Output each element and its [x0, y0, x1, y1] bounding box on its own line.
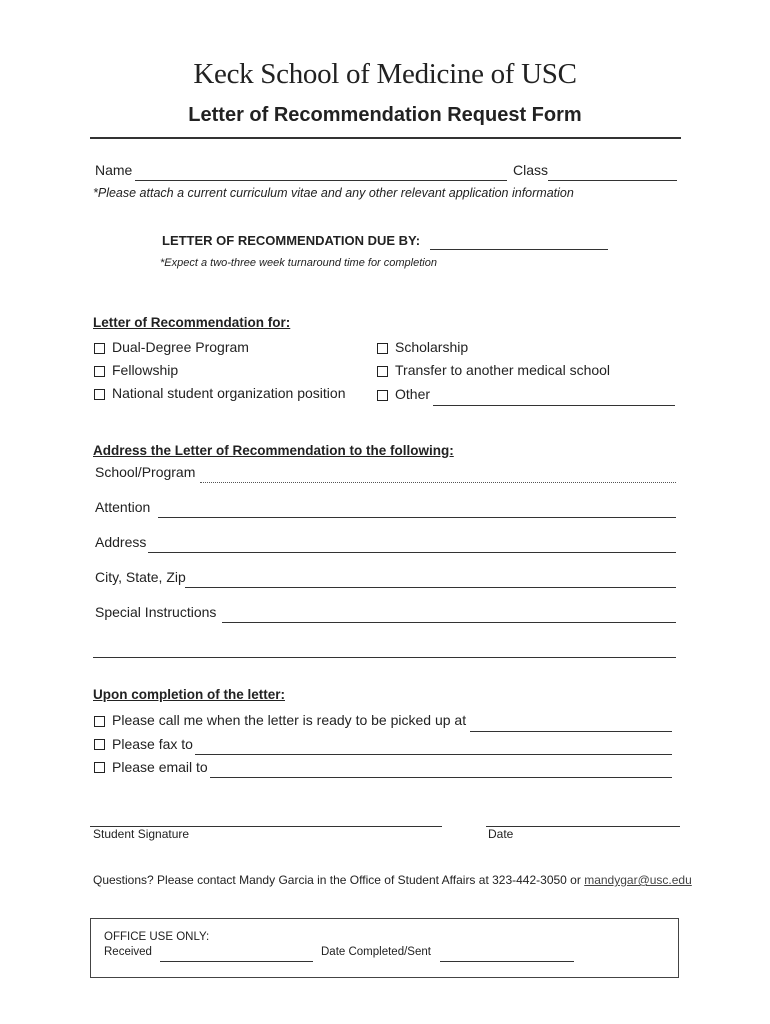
received-label: Received [104, 946, 152, 958]
title-divider [90, 137, 681, 139]
school-program-label: School/Program [95, 464, 196, 480]
attach-note: *Please attach a current curriculum vitae and any other relevant application information [93, 186, 574, 200]
school-program-field[interactable] [200, 482, 676, 483]
organization-name: Keck School of Medicine of USC [193, 58, 577, 90]
special-instructions-field-line2[interactable] [93, 657, 676, 658]
fax-checkbox[interactable] [94, 739, 105, 750]
email-checkbox[interactable] [94, 762, 105, 773]
address-heading: Address the Letter of Recommendation to the following: [93, 443, 454, 458]
attention-label: Attention [95, 499, 151, 515]
call-me-field[interactable] [470, 731, 672, 732]
address-label: Address [95, 534, 147, 550]
fellowship-label: Fellowship [112, 362, 179, 378]
national-org-checkbox[interactable] [94, 389, 105, 400]
other-label: Other [395, 386, 431, 402]
email-field[interactable] [210, 777, 672, 778]
date-line[interactable] [486, 826, 680, 827]
contact-text: Questions? Please contact Mandy Garcia in the Office of Student Affairs at 323-442-3050 or [93, 873, 581, 887]
other-field[interactable] [433, 405, 675, 406]
date-label: Date [488, 827, 514, 841]
date-completed-label: Date Completed/Sent [321, 946, 431, 958]
city-state-zip-field[interactable] [185, 587, 676, 588]
call-me-label: Please call me when the letter is ready to be picked up at [112, 712, 467, 728]
contact-line [93, 873, 692, 887]
city-state-zip-label: City, State, Zip [95, 569, 186, 585]
special-instructions-label: Special Instructions [95, 604, 217, 620]
turnaround-note: *Expect a two-three week turnaround time for completion [160, 257, 437, 269]
attention-field[interactable] [158, 517, 676, 518]
class-field[interactable] [548, 180, 677, 181]
email-label: Please email to [112, 759, 208, 775]
due-by-label: LETTER OF RECOMMENDATION DUE BY: [162, 233, 421, 248]
class-label: Class [513, 162, 549, 178]
dual-degree-label: Dual-Degree Program [112, 339, 249, 355]
other-checkbox[interactable] [377, 390, 388, 401]
completion-heading: Upon completion of the letter: [93, 687, 285, 702]
due-by-field[interactable] [430, 249, 608, 250]
purpose-heading: Letter of Recommendation for: [93, 315, 291, 330]
address-field[interactable] [148, 552, 676, 553]
national-org-label: National student organization position [112, 385, 346, 401]
form-title: Letter of Recommendation Request Form [188, 104, 582, 126]
transfer-checkbox[interactable] [377, 366, 388, 377]
name-label: Name [95, 162, 133, 178]
scholarship-checkbox[interactable] [377, 343, 388, 354]
call-me-checkbox[interactable] [94, 716, 105, 727]
received-field[interactable] [160, 961, 313, 962]
contact-email-link[interactable]: mandygar@usc.edu [584, 873, 692, 887]
fax-label: Please fax to [112, 736, 193, 752]
fax-field[interactable] [195, 754, 672, 755]
special-instructions-field[interactable] [222, 622, 676, 623]
scholarship-label: Scholarship [395, 339, 469, 355]
transfer-label: Transfer to another medical school [395, 362, 611, 378]
fellowship-checkbox[interactable] [94, 366, 105, 377]
signature-label: Student Signature [93, 827, 190, 841]
name-field[interactable] [135, 180, 507, 181]
date-completed-field[interactable] [440, 961, 574, 962]
dual-degree-checkbox[interactable] [94, 343, 105, 354]
office-use-heading: OFFICE USE ONLY: [104, 931, 210, 943]
